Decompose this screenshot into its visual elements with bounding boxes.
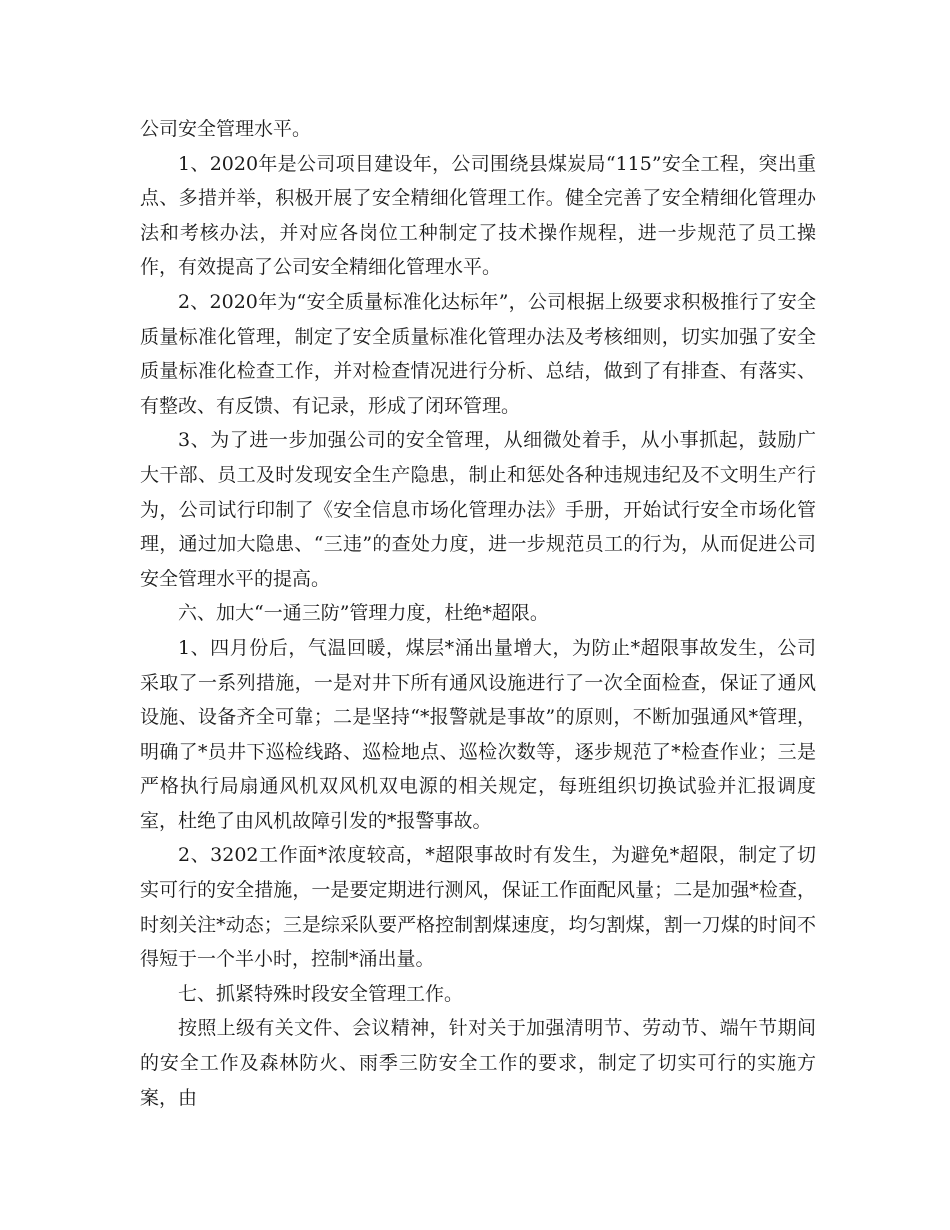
paragraph-section6-item-1: 1、四月份后，气温回暖，煤层*涌出量增大，为防止*超限事故发生，公司采取了一系列措施，一是对井下所有通风设施进行了一次全面检查，保证了通风设施、设备齐全可靠；二是坚持“*报警就是事故”的原则，不断加强通风*管理，明确了*员井下巡检线路、巡检地点、巡检次数等，逐步规范了*检查作业；三是严格执行局扇通风机双风机双电源的相关规定，每班组织切换试验并汇报调度室，杜绝了由风机故障引发的*报警事故。 [140, 636, 816, 832]
paragraph-item-1: 1、2020年是公司项目建设年，公司围绕县煤炭局“115”安全工程，突出重点、多措并举，积极开展了安全精细化管理工作。健全完善了安全精细化管理办法和考核办法，并对应各岗位工种制定了技术操作规程，进一步规范了员工操作，有效提高了公司安全精细化管理水平。 [140, 152, 816, 279]
section-heading-6: 六、加大“一通三防”管理力度，杜绝*超限。 [178, 602, 549, 625]
paragraph-section6-item-2: 2、3202工作面*浓度较高，*超限事故时有发生，为避免*超限，制定了切实可行的安全措施，一是要定期进行测风，保证工作面配风量；二是加强*检查，时刻关注*动态；三是综采队要严格控制割煤速度，均匀割煤，割一刀煤的时间不得短于一个半小时，控制*涌出量。 [140, 844, 816, 971]
paragraph-item-3: 3、为了进一步加强公司的安全管理，从细微处着手，从小事抓起，鼓励广大干部、员工及时发现安全生产隐患，制止和惩处各种违规违纪及不文明生产行为，公司试行印制了《安全信息市场化管理办法》手册，开始试行安全市场化管理，通过加大隐患、“三违”的查处力度，进一步规范员工的行为，从而促进公司安全管理水平的提高。 [140, 429, 816, 590]
section-heading-7: 七、抓紧特殊时段安全管理工作。 [178, 982, 464, 1005]
paragraph-section7-body: 按照上级有关文件、会议精神，针对关于加强清明节、劳动节、端午节期间的安全工作及森林防火、雨季三防安全工作的要求，制定了切实可行的实施方案，由 [140, 1017, 816, 1109]
paragraph-intro-tail: 公司安全管理水平。 [140, 118, 312, 140]
paragraph-item-2: 2、2020年为“安全质量标准化达标年”，公司根据上级要求积极推行了安全质量标准化管理，制定了安全质量标准化管理办法及考核细则，切实加强了安全质量标准化检查工作，并对检查情况进行分析、总结，做到了有排查、有落实、有整改、有反馈、有记录，形成了闭环管理。 [140, 290, 816, 417]
document-body [140, 112, 816, 1115]
